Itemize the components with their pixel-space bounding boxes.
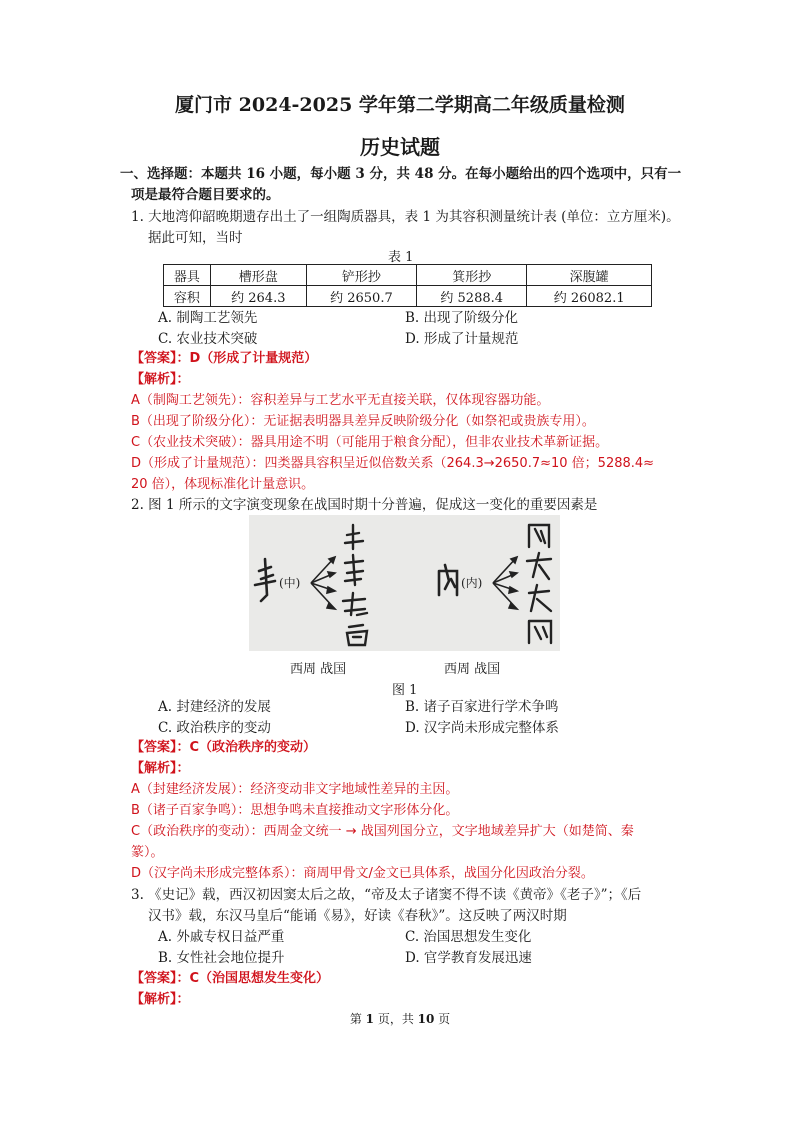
q3-option-d: D. 官学教育发展迅速 <box>405 950 532 966</box>
footer-post: 页 <box>434 1012 451 1026</box>
q1-option-b: B. 出现了阶级分化 <box>405 310 519 326</box>
footer-mid: 页，共 <box>374 1012 418 1026</box>
table-cell: 约 26082.1 <box>527 286 652 307</box>
table-header-cell: 器具 <box>164 265 211 286</box>
table-header-cell: 深腹罐 <box>527 265 652 286</box>
page-title: 厦门市 2024-2025 学年第二学期高二年级质量检测 <box>175 94 625 116</box>
character-evolution-diagram <box>249 515 560 651</box>
q1-analysis-c: C（农业技术突破）：器具用途不明（可能用于粮食分配），但非农业技术革新证据。 <box>131 435 609 450</box>
q2-analysis-c-cont: 篆）。 <box>131 845 164 860</box>
q1-analysis-a: A（制陶工艺领先）：容积差异与工艺水平无直接关联，仅体现容器功能。 <box>131 393 550 408</box>
figure-axis-right: 西周 战国 <box>444 662 501 677</box>
footer-pre: 第 <box>349 1012 366 1026</box>
table-cell: 容积 <box>164 286 211 307</box>
table-row <box>164 265 652 286</box>
q3-stem: 3. 《史记》载，西汉初因窦太后之故，“帝及太子诸窦不得不读《黄帝》《老子》”；《后 <box>131 887 642 903</box>
figure-1-image <box>249 515 560 651</box>
figure-caption: 图 1 <box>392 683 418 698</box>
q1-table <box>163 264 652 307</box>
q1-stem-cont: 据此可知，当时 <box>148 230 243 246</box>
q1-table-caption: 表 1 <box>388 250 414 265</box>
glyph-zhong-western-zhou <box>255 559 275 601</box>
q1-stem: 1. 大地湾仰韶晚期遗存出土了一组陶质器具，表 1 为其容积测量统计表 (单位：立方厘米)。 <box>131 209 680 225</box>
q1-answer: 【答案】：D（形成了计量规范） <box>131 351 318 366</box>
q1-option-a: A. 制陶工艺领先 <box>158 310 258 326</box>
table-cell: 约 2650.7 <box>306 286 416 307</box>
q2-option-b: B. 诸子百家进行学术争鸣 <box>405 699 559 715</box>
q2-analysis-b: B（诸子百家争鸣）：思想争鸣未直接推动文字形体分化。 <box>131 803 459 818</box>
q1-option-d: D. 形成了计量规范 <box>405 331 519 347</box>
table-cell: 约 264.3 <box>210 286 306 307</box>
footer-total-pages: 10 <box>417 1012 435 1026</box>
q1-analysis-label: 【解析】： <box>131 372 190 387</box>
arrows-zhong <box>311 557 335 609</box>
q1-analysis-d: D（形成了计量规范）：四类器具容积呈近似倍数关系（264.3→2650.7≈10 倍；5288.4≈ <box>131 456 655 471</box>
q2-option-c: C. 政治秩序的变动 <box>158 720 271 736</box>
q3-answer: 【答案】：C（治国思想发生变化） <box>131 971 330 986</box>
q1-option-c: C. 农业技术突破 <box>158 331 258 347</box>
page-footer <box>0 1010 800 1027</box>
table-header-cell: 箕形抄 <box>417 265 527 286</box>
page-subtitle: 历史试题 <box>360 135 440 159</box>
q3-analysis-label: 【解析】： <box>131 992 190 1007</box>
q1-analysis-d-cont: 20 倍），体现标准化计量意识。 <box>131 477 315 492</box>
label-nei: (内) <box>461 576 483 590</box>
q1-analysis-b: B（出现了阶级分化）：无证据表明器具差异反映阶级分化（如祭祀或贵族专用）。 <box>131 414 595 429</box>
table-cell: 约 5288.4 <box>417 286 527 307</box>
q2-analysis-d: D（汉字尚未形成完整体系）：商周甲骨文/金文已具体系，战国分化因政治分裂。 <box>131 866 594 881</box>
q2-analysis-a: A（封建经济发展）：经济变动非文字地域性差异的主因。 <box>131 782 459 797</box>
table-header-cell: 铲形抄 <box>306 265 416 286</box>
q2-stem: 2. 图 1 所示的文字演变现象在战国时期十分普遍，促成这一变化的重要因素是 <box>131 497 598 513</box>
section-heading-cont: 项是最符合题目要求的。 <box>131 187 280 203</box>
q2-option-d: D. 汉字尚未形成完整体系 <box>405 720 559 736</box>
section-heading: 一、选择题：本题共 16 小题，每小题 3 分，共 48 分。在每小题给出的四个选项中，只有一 <box>120 166 682 182</box>
table-row <box>164 286 652 307</box>
glyph-nei-western-zhou <box>439 565 457 595</box>
arrows-nei <box>493 557 517 609</box>
q3-option-a: A. 外戚专权日益严重 <box>158 929 285 945</box>
q3-stem-cont: 汉书》载，东汉马皇后“能诵《易》，好读《春秋》”。这反映了两汉时期 <box>148 908 567 924</box>
label-zhong: (中) <box>279 576 301 590</box>
q3-option-c: C. 治国思想发生变化 <box>405 929 532 945</box>
figure-axis-left: 西周 战国 <box>290 662 347 677</box>
footer-page-number: 1 <box>365 1012 374 1026</box>
q2-analysis-c: C（政治秩序的变动）：西周金文统一 → 战国列国分立，文字地域差异扩大（如楚简、秦 <box>131 824 634 839</box>
glyphs-nei-warring-states <box>527 525 551 643</box>
q3-option-b: B. 女性社会地位提升 <box>158 950 285 966</box>
q2-option-a: A. 封建经济的发展 <box>158 699 271 715</box>
table-header-cell: 槽形盘 <box>210 265 306 286</box>
q2-analysis-label: 【解析】： <box>131 761 190 776</box>
q2-answer: 【答案】：C（政治秩序的变动） <box>131 740 317 755</box>
glyphs-zhong-warring-states <box>343 525 367 645</box>
